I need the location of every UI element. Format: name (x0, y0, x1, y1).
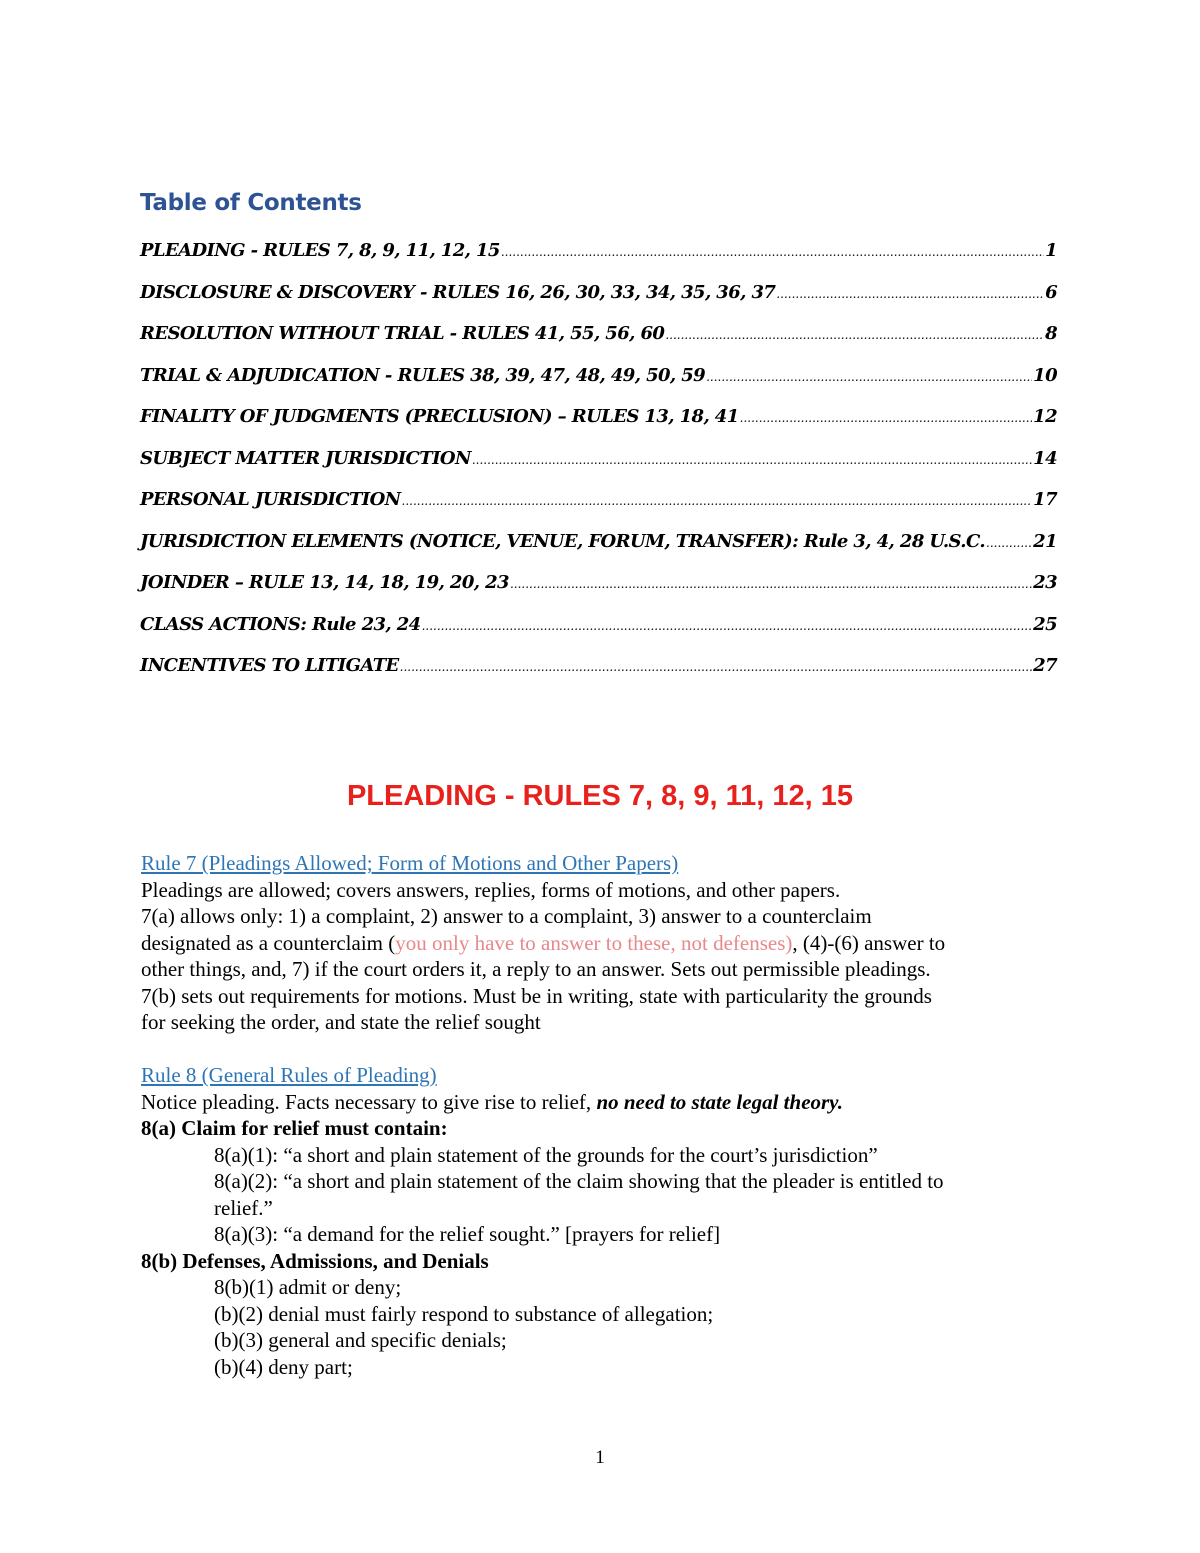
rule-8a-item: 8(a)(2): “a short and plain statement of the claim showing that the pleader is entitled to (214, 1169, 944, 1193)
toc-entry-page: 6 (1045, 281, 1057, 303)
toc-entry[interactable] (140, 655, 1057, 697)
toc-leader (422, 619, 1033, 633)
rule-8-text (141, 1089, 1061, 1116)
toc-leader (706, 370, 1032, 384)
toc-entry[interactable] (140, 406, 1057, 448)
toc-entry-label: JURISDICTION ELEMENTS (NOTICE, VENUE, FORUM, TRANSFER): Rule 3, 4, 28 U.S.C. (140, 530, 986, 552)
toc-entry[interactable] (140, 282, 1057, 324)
toc-leader (510, 577, 1032, 591)
rule-8b-heading: 8(b) Defenses, Admissions, and Denials (141, 1248, 489, 1273)
rule-8a-item: 8(a)(3): “a demand for the relief sought.” [prayers for relief] (214, 1222, 721, 1246)
toc-entry[interactable] (140, 323, 1057, 365)
toc-leader (740, 411, 1033, 425)
toc-entry[interactable] (140, 531, 1057, 573)
rule-8a-item-cont: relief.” (214, 1195, 273, 1220)
rule-8b-item: (b)(3) general and specific denials; (214, 1328, 507, 1352)
toc-entry-page: 14 (1033, 447, 1057, 469)
toc-entry-label: SUBJECT MATTER JURISDICTION (140, 447, 471, 469)
rule-8-emphasis: no need to state legal theory. (596, 1089, 843, 1114)
rule-8b-item: (b)(4) deny part; (214, 1354, 353, 1379)
page-number: 1 (595, 1447, 605, 1468)
rule-8a-item: 8(a)(1): “a short and plain statement of the grounds for the court’s jurisdiction” (214, 1142, 878, 1167)
rule-8-text-part: Notice pleading. Facts necessary to give rise to relief, (141, 1089, 597, 1114)
toc-entry-label: RESOLUTION WITHOUT TRIAL - RULES 41, 55, 56, 60 (140, 323, 665, 344)
rule-7-text-part: designated as a counterclaim ( (141, 930, 396, 955)
toc-entry-page: 1 (1045, 240, 1057, 261)
toc-entry-label: PERSONAL JURISDICTION (140, 489, 401, 510)
toc-entry-page: 21 (1033, 530, 1057, 552)
rule-7-link[interactable]: Rule 7 (Pleadings Allowed; Form of Motions and Other Papers) (141, 851, 679, 875)
toc-entry-label: CLASS ACTIONS: Rule 23, 24 (140, 613, 421, 635)
toc-entry-label: JOINDER – RULE 13, 14, 18, 19, 20, 23 (140, 572, 509, 593)
toc-title: Table of Contents (140, 190, 362, 216)
rule-7-text: 7(a) allows only: 1) a complaint, 2) answer to a complaint, 3) answer to a counterclaim (141, 904, 872, 928)
rule-8b-item: (b)(2) denial must fairly respond to substance of allegation; (214, 1301, 714, 1326)
rule-8a-heading: 8(a) Claim for relief must contain: (141, 1116, 448, 1140)
toc-entry[interactable] (140, 489, 1057, 531)
toc-entry[interactable] (140, 365, 1057, 407)
toc-entry-page: 8 (1045, 323, 1057, 344)
rule-7-note: you only have to answer to these, not defenses) (395, 930, 793, 955)
toc-entry-label: INCENTIVES TO LITIGATE (140, 655, 399, 676)
toc-leader (402, 494, 1033, 508)
rule-7-text: other things, and, 7) if the court orders it, a reply to an answer. Sets out permissible pleadings. (141, 957, 931, 981)
rule-8-link[interactable]: Rule 8 (General Rules of Pleading) (141, 1063, 437, 1087)
spacer (141, 1036, 1061, 1063)
rule-7-text: 7(b) sets out requirements for motions. Must be in writing, state with particularity the grounds (141, 983, 932, 1008)
rule-7-text: Pleadings are allowed; covers answers, replies, forms of motions, and other papers. (141, 877, 841, 902)
toc-entry-label: DISCLOSURE & DISCOVERY - RULES 16, 26, 30, 33, 34, 35, 36, 37 (140, 281, 776, 303)
toc-entry-page: 23 (1033, 572, 1057, 593)
toc-entry-page: 27 (1033, 655, 1057, 676)
table-of-contents (140, 240, 1057, 697)
toc-entry-page: 17 (1033, 489, 1057, 510)
toc-entry-page: 12 (1033, 406, 1057, 427)
toc-entry[interactable] (140, 240, 1057, 282)
toc-leader (400, 660, 1033, 674)
toc-entry-page: 25 (1033, 613, 1057, 635)
toc-leader (501, 245, 1044, 259)
toc-entry-label: FINALITY OF JUDGMENTS (PRECLUSION) – RULES 13, 18, 41 (140, 406, 739, 427)
rule-7-text-part: , (4)-(6) answer to (792, 930, 946, 955)
toc-entry[interactable] (140, 448, 1057, 490)
section-heading: PLEADING - RULES 7, 8, 9, 11, 12, 15 (346, 780, 854, 812)
toc-leader (472, 453, 1032, 467)
toc-entry[interactable] (140, 572, 1057, 614)
toc-leader (776, 287, 1044, 301)
toc-leader (665, 328, 1044, 342)
toc-entry-label: TRIAL & ADJUDICATION - RULES 38, 39, 47, 48, 49, 50, 59 (140, 364, 706, 386)
rule-7-text (141, 930, 1061, 957)
toc-entry-page: 10 (1033, 364, 1057, 386)
rule-8b-item: 8(b)(1) admit or deny; (214, 1275, 402, 1299)
toc-leader (986, 536, 1032, 550)
section-body (141, 850, 1061, 1380)
rule-7-text: for seeking the order, and state the relief sought (141, 1010, 541, 1034)
toc-entry-label: PLEADING - RULES 7, 8, 9, 11, 12, 15 (140, 240, 500, 261)
toc-entry[interactable] (140, 614, 1057, 656)
